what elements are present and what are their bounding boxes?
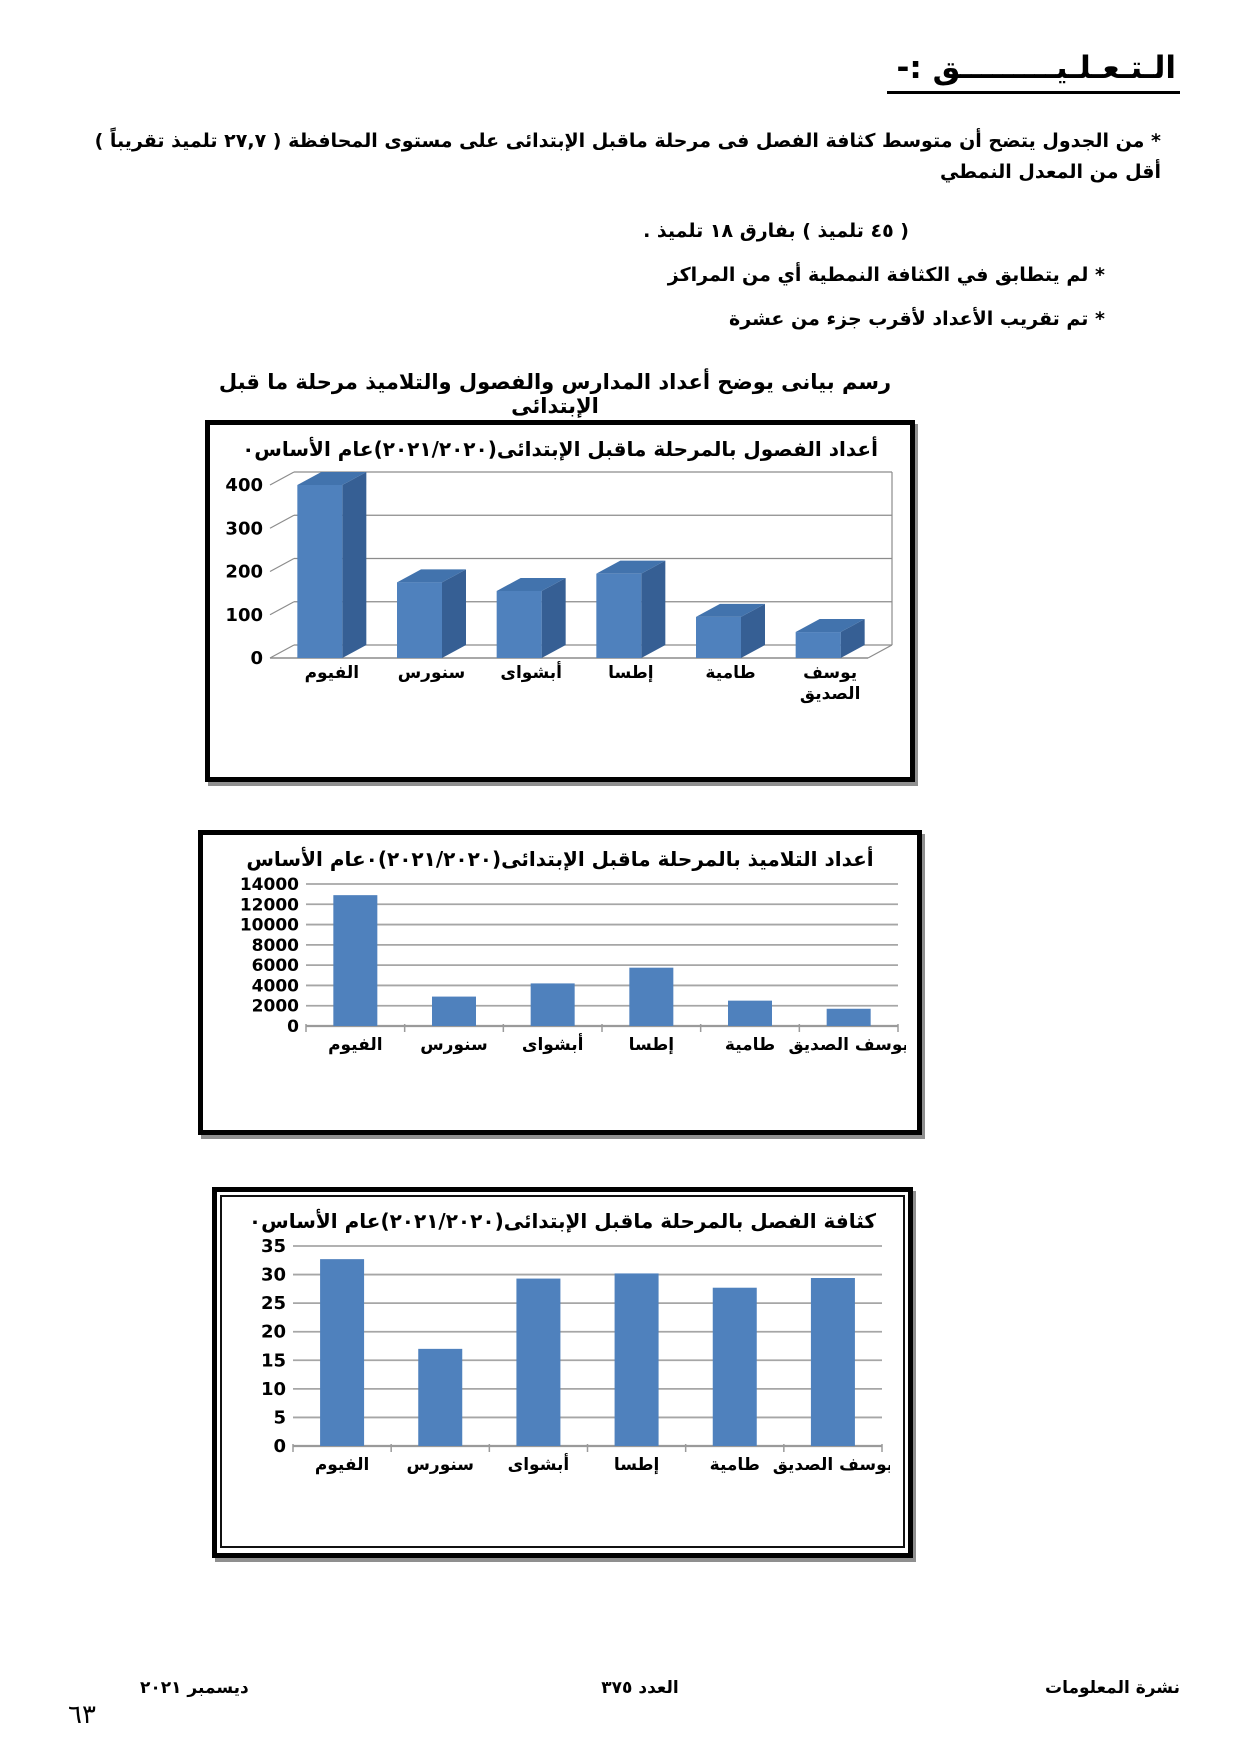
classes-chart-title: أعداد الفصول بالمرحلة ماقبل الإبتدائى(٢٠٢١/٢٠٢٠)عام الأساس٠ bbox=[242, 437, 878, 461]
svg-text:سنورس: سنورس bbox=[406, 1455, 475, 1475]
density-chart-inner-frame bbox=[220, 1195, 905, 1548]
svg-text:14000: 14000 bbox=[239, 876, 299, 895]
svg-text:25: 25 bbox=[260, 1293, 286, 1315]
svg-text:5: 5 bbox=[273, 1407, 286, 1429]
svg-text:10000: 10000 bbox=[239, 915, 299, 936]
svg-text:سنورس: سنورس bbox=[397, 663, 466, 683]
svg-text:10: 10 bbox=[260, 1378, 286, 1400]
svg-text:الفيوم: الفيوم bbox=[328, 1035, 383, 1055]
svg-text:طامية: طامية bbox=[724, 1035, 776, 1055]
svg-text:8000: 8000 bbox=[251, 935, 299, 956]
svg-text:طامية: طامية bbox=[705, 663, 756, 683]
bullet-rounding: * تم تقريب الأعداد لأقرب جزء من عشرة bbox=[729, 308, 1105, 330]
bullet-no-match: * لم يتطابق في الكثافة النمطية أي من المراكز bbox=[667, 264, 1105, 286]
density-bar-chart bbox=[235, 1238, 890, 1488]
density-chart-box bbox=[212, 1187, 913, 1558]
pupils-chart-box bbox=[198, 830, 922, 1135]
density-chart-title: كثافة الفصل بالمرحلة ماقبل الإبتدائى(٢٠٢١/٢٠٢٠)عام الأساس٠ bbox=[248, 1209, 877, 1233]
bullet-class-density: * من الجدول يتضح أن متوسط كثافة الفصل فى مرحلة ماقبل الإبتدائى على مستوى المحافظة ( ٢٧,٧ تلميذ تقريباً ) أقل من المعدل النمطي bbox=[94, 130, 1161, 183]
svg-text:يوسف الصديق: يوسف الصديق bbox=[788, 1035, 906, 1055]
svg-text:100: 100 bbox=[225, 604, 263, 626]
svg-text:400: 400 bbox=[225, 475, 263, 496]
svg-text:300: 300 bbox=[225, 518, 263, 540]
page-heading: الـتـعـلـيـــــــــق :- bbox=[887, 50, 1180, 94]
footer-bulletin-name: نشرة المعلومات bbox=[1044, 1678, 1180, 1698]
svg-text:200: 200 bbox=[225, 561, 263, 583]
svg-text:0: 0 bbox=[250, 648, 263, 669]
svg-text:طامية: طامية bbox=[709, 1455, 760, 1475]
page-number: ٦٣ bbox=[68, 1700, 96, 1730]
pupils-chart-title: أعداد التلاميذ بالمرحلة ماقبل الإبتدائى(٢٠٢١/٢٠٢٠)٠عام الأساس bbox=[246, 847, 874, 871]
svg-text:أبشواى: أبشواى bbox=[507, 1455, 570, 1475]
svg-text:12000: 12000 bbox=[239, 895, 299, 916]
svg-text:أبشواى: أبشواى bbox=[500, 663, 562, 683]
svg-text:سنورس: سنورس bbox=[420, 1035, 488, 1055]
svg-text:إطسا: إطسا bbox=[628, 1035, 675, 1055]
svg-text:الفيوم: الفيوم bbox=[314, 1455, 370, 1475]
footer-date: ديسمبر ٢٠٢١ bbox=[140, 1678, 249, 1698]
svg-text:2000: 2000 bbox=[251, 996, 299, 1017]
svg-text:0: 0 bbox=[287, 1017, 299, 1037]
svg-text:20: 20 bbox=[260, 1321, 286, 1343]
svg-text:0: 0 bbox=[273, 1436, 286, 1457]
svg-text:15: 15 bbox=[260, 1350, 286, 1372]
svg-text:4000: 4000 bbox=[251, 976, 299, 997]
svg-text:يوسف الصديق: يوسف الصديق bbox=[772, 1455, 890, 1475]
bullet-difference: ( ٤٥ تلميذ ) بفارق ١٨ تلميذ . bbox=[643, 220, 909, 242]
classes-bar-chart bbox=[218, 466, 902, 716]
svg-text:إطسا: إطسا bbox=[608, 663, 654, 683]
svg-text:30: 30 bbox=[260, 1264, 286, 1286]
svg-text:يوسفالصديق: يوسف الصديق bbox=[799, 663, 861, 704]
svg-text:الفيوم: الفيوم bbox=[304, 663, 360, 683]
svg-text:6000: 6000 bbox=[251, 956, 299, 977]
footer-issue-number: العدد ٣٧٥ bbox=[601, 1678, 679, 1698]
svg-text:إطسا: إطسا bbox=[613, 1455, 660, 1475]
pupils-bar-chart bbox=[214, 876, 906, 1066]
svg-text:أبشواى: أبشواى bbox=[521, 1035, 584, 1055]
svg-text:35: 35 bbox=[260, 1238, 286, 1257]
charts-section-title: رسم بيانى يوضح أعداد المدارس والفصول والتلاميذ مرحلة ما قبل الإبتدائى bbox=[218, 370, 892, 418]
classes-chart-box bbox=[205, 420, 915, 782]
